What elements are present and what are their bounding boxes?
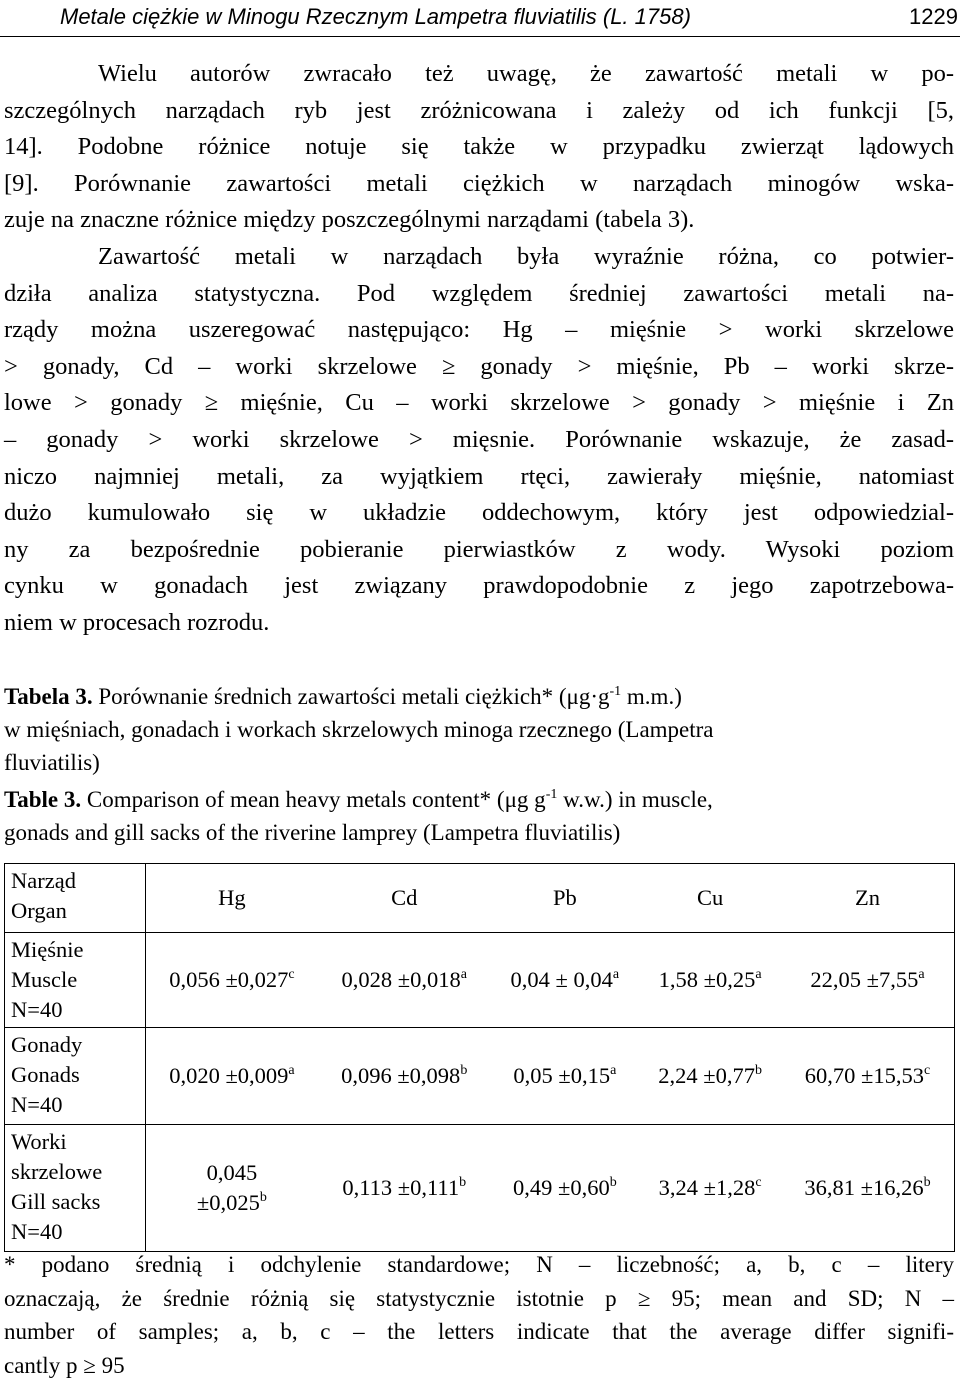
footnote-line: * podano średnią i odchylenie standardowe; N – liczebność; a, b, c – litery [4,1252,954,1277]
row-label-line: Gonads [11,1062,80,1087]
metals-table [4,863,955,1252]
text-line: rządy można uszeregować następująco: Hg – mięśnie > worki skrzelowe [4,316,954,344]
cell-superscript: b [459,1175,467,1190]
footnote-line: oznaczają, że średnie różnią się statystycznie istotnie p ≥ 95; mean and SD; N – [4,1285,954,1311]
header-organ-en: Organ [11,898,67,923]
table-cell [146,1125,318,1252]
cell-value: 0,49 ±0,60 [512,1175,610,1200]
running-header [0,0,960,37]
table-cell [781,933,954,1028]
cell-value: 0,04 ± 0,04 [510,967,613,992]
table-cell [491,1125,640,1252]
cell-superscript: b [460,1063,468,1078]
table-row [5,1125,955,1252]
text-line: [9]. Porównanie zawartości metali ciężkich w narządach minogów wska- [4,169,954,197]
row-label-line: Gonady [11,1032,83,1057]
caption-label: Tabela 3. [4,684,93,709]
row-label-line: N=40 [11,1219,63,1244]
cell-superscript: b [259,1190,267,1205]
cell-value: 36,81 ±16,26 [804,1175,924,1200]
cell-superscript: c [924,1063,931,1078]
table-row [5,1028,955,1125]
cell-value: 0,056 ±0,027 [169,967,289,992]
cell-superscript: b [923,1175,931,1190]
cell-superscript: a [460,967,467,982]
text-line: Wielu autorów zwracało też uwagę, że zawartość metali w po- [98,60,954,87]
cell-value: 0,113 ±0,111 [342,1175,460,1200]
cell-superscript: c [755,1175,762,1190]
caption-text: w.w.) in muscle, [557,787,713,812]
table-cell [318,933,491,1028]
cell-value: 22,05 ±7,55 [810,967,919,992]
text-line: dziła analiza statystyczna. Pod względem średniej zawartości metali na- [4,279,954,307]
table-cell [639,933,781,1028]
table-cell [146,933,318,1028]
row-label-line: skrzelowe [11,1159,103,1184]
cell-value: 0,05 ±0,15 [513,1063,611,1088]
cell-superscript: a [288,1063,295,1078]
text-line: cynku w gonadach jest związany prawdopodobnie z jego zapotrzebowa- [4,572,954,600]
row-label-line: Mięśnie [11,937,84,962]
cell-value: 2,24 ±0,77 [658,1063,755,1088]
cell-value: 0,028 ±0,018 [341,967,461,992]
cell-value: 0,045 [206,1160,258,1185]
text-line: niczo najmniej metali, za wyjątkiem rtęci, zawierały mięśnie, natomiast [4,462,954,490]
table-header-row [5,864,955,933]
header-organ-pl: Narząd [11,868,76,893]
row-label-line: N=40 [11,1092,63,1117]
text-line: > gonady, Cd – worki skrzelowe ≥ gonady > mięśnie, Pb – worki skrze- [4,352,954,380]
table-cell [146,1028,318,1125]
column-header: Hg [146,864,318,933]
column-header: Zn [781,864,954,933]
caption-superscript: -1 [609,684,622,699]
table-caption-polish [4,680,954,779]
cell-value-two-line [197,1158,267,1218]
row-label [5,1028,146,1125]
cell-value: 1,58 ±0,25 [658,967,756,992]
text-line: – gonady > worki skrzelowe > mięsnie. Porównanie wskazuje, że zasad- [4,425,954,453]
column-header: Cu [639,864,781,933]
table-cell [781,1125,954,1252]
caption-text: m.m.) [621,684,682,709]
row-label [5,933,146,1028]
row-label [5,1125,146,1252]
text-line: zuje na znaczne różnice między poszczególnymi narządami (tabela 3). [4,206,695,234]
table-footnote [4,1248,954,1382]
caption-superscript: -1 [545,787,558,802]
column-header: Cd [318,864,491,933]
cell-value: ±0,025 [196,1190,260,1215]
caption-text: fluviatilis) [4,750,100,775]
caption-text: w mięśniach, gonadach i workach skrzelowych minoga rzecznego (Lampetra [4,717,714,742]
row-label-line: Gill sacks [11,1189,101,1214]
cell-superscript: a [918,967,925,982]
column-header: Pb [491,864,640,933]
cell-superscript: b [754,1063,762,1078]
body-paragraph-1 [4,56,954,239]
text-line: lowe > gonady ≥ mięśnie, Cu – worki skrzelowe > gonady > mięśnie i Zn [4,389,954,417]
cell-superscript: c [288,967,295,982]
running-title: Metale ciężkie w Minogu Rzecznym Lampetra fluviatilis (L. 1758) [60,4,691,29]
table-cell [318,1028,491,1125]
body-paragraph-2 [4,239,954,642]
table-cell [639,1125,781,1252]
row-label-line: N=40 [11,997,63,1022]
table-cell [781,1028,954,1125]
table-cell [639,1028,781,1125]
caption-label: Table 3. [4,787,82,812]
cell-value: 0,020 ±0,009 [169,1063,289,1088]
row-label-line: Muscle [11,967,78,992]
table-cell [318,1125,491,1252]
table-cell [491,1028,640,1125]
text-line: dużo kumulowało się w układzie oddechowym, który jest odpowiedzial- [4,499,954,527]
text-line: ny za bezpośrednie pobieranie pierwiastków z wody. Wysoki poziom [4,535,954,563]
cell-value: 3,24 ±1,28 [658,1175,756,1200]
text-line: Zawartość metali w narządach była wyraźnie różna, co potwier- [98,243,954,270]
footnote-line: number of samples; a, b, c – the letters indicate that the average differ signifi- [4,1319,954,1344]
row-label-line: Worki [11,1129,67,1154]
cell-value: 0,096 ±0,098 [341,1063,461,1088]
table-row [5,933,955,1028]
cell-superscript: a [610,1063,617,1078]
text-line: niem w procesach rozrodu. [4,608,270,636]
cell-superscript: a [612,967,620,982]
table-caption-english [4,783,954,849]
caption-text: Comparison of mean heavy metals content* (μg g [86,787,546,812]
text-line: szczególnych narządach ryb jest zróżnicowana i zależy od ich funkcji [5, [4,96,954,124]
page-number: 1229 [909,4,958,29]
header-organ-cell [5,864,146,933]
text-line: 14]. Podobne różnice notuje się także w przypadku zwierząt lądowych [4,133,954,161]
cell-superscript: b [609,1175,617,1190]
footnote-line: cantly p ≥ 95 [4,1352,125,1378]
caption-text: gonads and gill sacks of the riverine lamprey (Lampetra fluviatilis) [4,820,621,845]
table-cell [491,933,640,1028]
cell-superscript: a [755,967,762,982]
caption-text: Porównanie średnich zawartości metali ciężkich* (μg·g [98,684,610,709]
cell-value: 60,70 ±15,53 [804,1063,925,1088]
